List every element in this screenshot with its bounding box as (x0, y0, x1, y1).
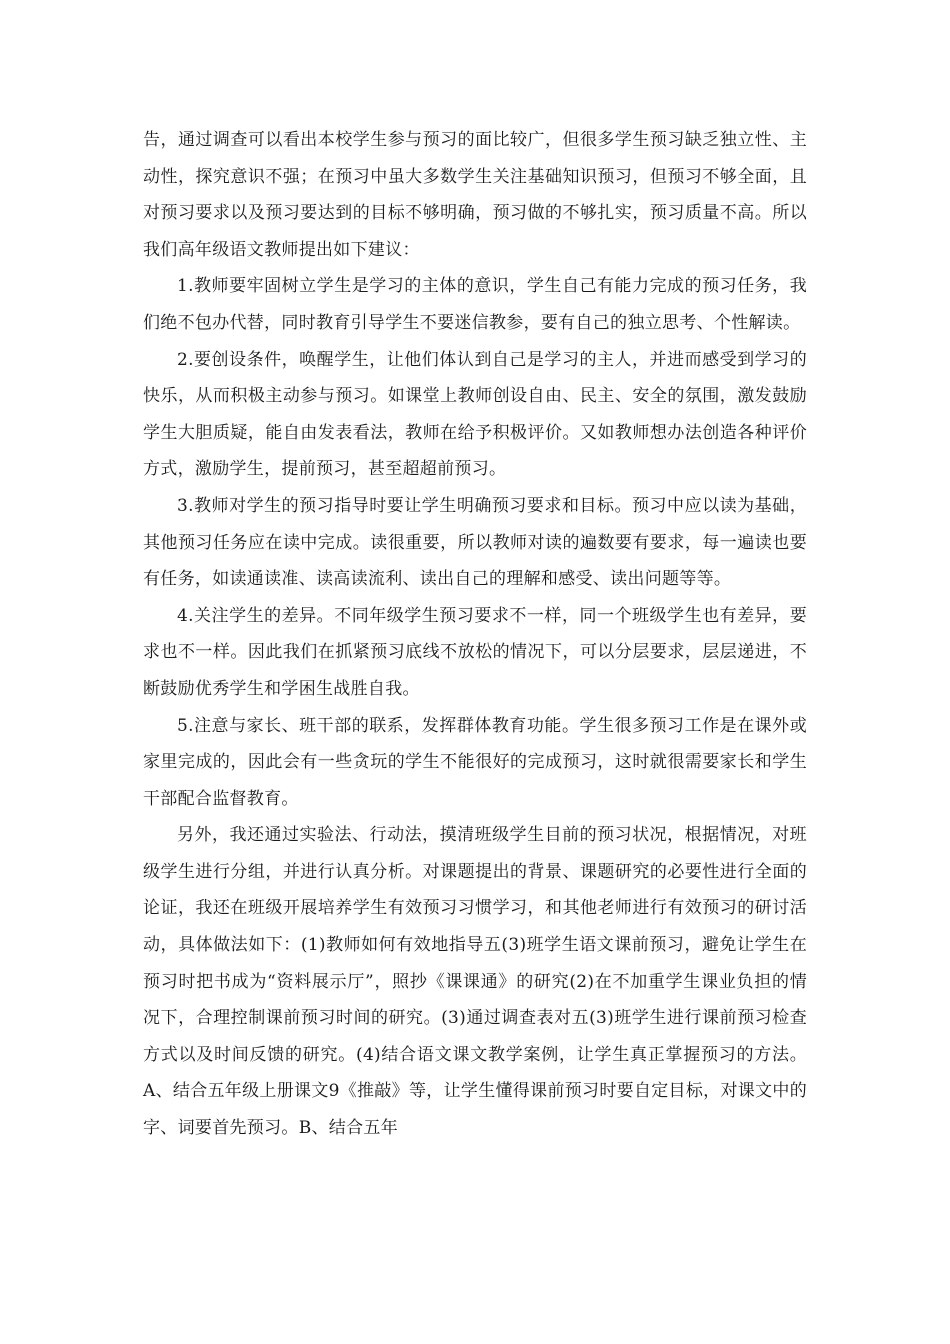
suggestion-5: 5.注意与家长、班干部的联系，发挥群体教育功能。学生很多预习工作是在课外或家里完成的，因此会有一些贪玩的学生不能很好的完成预习，这时就很需要家长和学生干部配合监督教育。 (143, 715, 807, 809)
suggestion-3: 3.教师对学生的预习指导时要让学生明确预习要求和目标。预习中应以读为基础，其他预习任务应在读中完成。读很重要，所以教师对读的遍数要有要求，每一遍读也要有任务，如读通读准、读高读流利、读出自己的理解和感受、读出问题等等。 (143, 495, 807, 590)
paragraph-additional-methods: 另外，我还通过实验法、行动法，摸清班级学生目前的预习状况，根据情况，对班级学生进行分组，并进行认真分析。对课题提出的背景、课题研究的必要性进行全面的论证，我还在班级开展培养学生有效预习习惯学习，和其他老师进行有效预习的研讨活动，具体做法如下：(1)教师如何有效地指导五(3)班学生语文课前预习，避免让学生在预习时把书成为“资料展示厅”，照抄《课课通》的研究(2)在不加重学生课业负担的情况下，合理控制课前预习时间的研究。(3)通过调查表对五(3)班学生进行课前预习检查方式以及时间反馈的研究。(4)结合语文课文教学案例，让学生真正掌握预习的方法。A、结合五年级上册课文9《推敲》等，让学生懂得课前预习时要自定目标，对课文中的字、词要首先预习。B、结合五年 (143, 825, 807, 1139)
paragraph-continuation: 告，通过调查可以看出本校学生参与预习的面比较广，但很多学生预习缺乏独立性、主动性，探究意识不强；在预习中虽大多数学生关注基础知识预习，但预习不够全面，且对预习要求以及预习要达到的目标不够明确，预习做的不够扎实，预习质量不高。所以我们高年级语文教师提出如下建议： (143, 130, 807, 260)
suggestion-1: 1.教师要牢固树立学生是学习的主体的意识，学生自己有能力完成的预习任务，我们绝不包办代替，同时教育引导学生不要迷信教参，要有自己的独立思考、个性解读。 (143, 276, 807, 333)
suggestion-2: 2.要创设条件，唤醒学生，让他们体认到自己是学习的主人，并进而感受到学习的快乐，从而积极主动参与预习。如课堂上教师创设自由、民主、安全的氛围，激发鼓励学生大胆质疑，能自由发表看法，教师在给予积极评价。又如教师想办法创造各种评价方式，激励学生，提前预习，甚至超超前预习。 (143, 349, 807, 480)
suggestion-4: 4.关注学生的差异。不同年级学生预习要求不一样，同一个班级学生也有差异，要求也不一样。因此我们在抓紧预习底线不放松的情况下，可以分层要求，层层递进，不断鼓励优秀学生和学困生战胜自我。 (143, 605, 807, 699)
document-page (143, 122, 807, 1147)
